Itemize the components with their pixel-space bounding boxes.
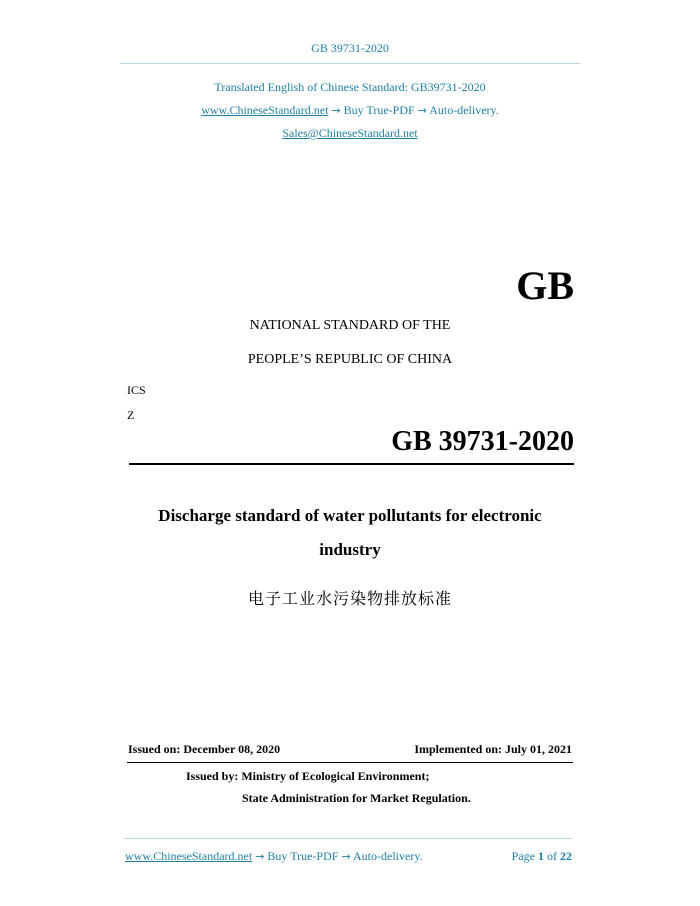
arrow-right-icon: → bbox=[341, 850, 351, 863]
sales-email-link[interactable]: Sales@ChineseStandard.net bbox=[282, 126, 418, 140]
dates-rule bbox=[127, 762, 573, 763]
document-title-line1: Discharge standard of water pollutants for electronic bbox=[158, 506, 542, 525]
arrow-right-icon: → bbox=[331, 104, 341, 117]
footer-site-link[interactable]: www.ChineseStandard.net bbox=[125, 849, 253, 863]
standard-number: GB 39731-2020 bbox=[391, 426, 574, 457]
banner-links-row bbox=[0, 103, 700, 118]
document-title-line2: industry bbox=[319, 540, 381, 559]
standard-number-rule bbox=[129, 463, 574, 465]
implemented-on-date: Implemented on: July 01, 2021 bbox=[414, 742, 572, 756]
ics-label: ICS bbox=[127, 383, 146, 397]
auto-delivery-text: Auto-delivery. bbox=[429, 103, 499, 117]
issued-by-line2: State Administration for Market Regulation. bbox=[242, 791, 471, 805]
buy-true-pdf-text: Buy True-PDF bbox=[343, 103, 415, 117]
arrow-right-icon: → bbox=[255, 850, 265, 863]
national-standard-line1: NATIONAL STANDARD OF THE bbox=[249, 318, 451, 333]
site-link[interactable]: www.ChineseStandard.net bbox=[201, 103, 329, 117]
translation-notice: Translated English of Chinese Standard: GB39731-2020 bbox=[214, 80, 486, 94]
classification-label: Z bbox=[127, 408, 135, 422]
page-total: 22 bbox=[560, 849, 572, 863]
running-header: GB 39731-2020 bbox=[311, 41, 389, 55]
issued-by-line1: Issued by: Ministry of Ecological Environment; bbox=[186, 769, 430, 783]
footer-buy-text: Buy True-PDF bbox=[267, 849, 339, 863]
footer-links-row bbox=[125, 849, 423, 864]
gb-mark: GB bbox=[516, 263, 574, 308]
header-divider bbox=[120, 63, 580, 64]
page-label: Page bbox=[511, 849, 535, 863]
document-title-chinese: 电子工业水污染物排放标准 bbox=[247, 589, 452, 608]
page-of: of bbox=[547, 849, 557, 863]
national-standard-line2: PEOPLE’S REPUBLIC OF CHINA bbox=[247, 352, 453, 367]
issued-on-date: Issued on: December 08, 2020 bbox=[128, 742, 281, 756]
footer-delivery-text: Auto-delivery. bbox=[353, 849, 423, 863]
arrow-right-icon: → bbox=[417, 104, 427, 117]
page-indicator bbox=[512, 849, 572, 864]
page-current: 1 bbox=[538, 849, 544, 863]
footer-divider bbox=[124, 838, 572, 839]
